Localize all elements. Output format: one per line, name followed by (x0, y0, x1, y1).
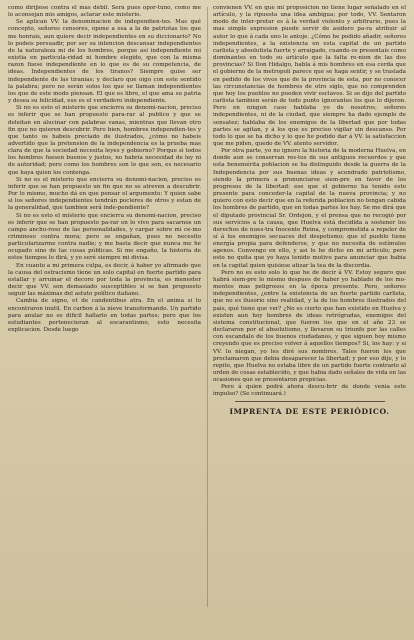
paragraph: Si no es esto el misterio que encierra su denomi-nacion, preciso es inferir que se han propuesto pa-rar en lo vivo para sacarnos un campo anchu-roso de las personalidades, y cargar sobre mi ce-mo criminoso contra mora; pero se engañan, pues no necesito particularizarme contra nadie; y me basta decir que nunca me he ocupado sino de las cosas públicas. Si me engaño, la historia de estos tiempos lo dirá, y yo seré siempre mi divisa. (8, 212, 201, 262)
paragraph: Por otra parte, yo no ignoro la historia de la moderna Huelva, en donde aun se conservan res-tos de sus antiguos recuerdos y que esta benemérita poblacion se ha distinguido desde la guerra de la Independencia por sus buenas ideas y acendrado patriotismo, siendo la primera a pronunciarse siem-pre en favor de los progresos de la libertad: ese que el gobierno ha tenido esto presente para conceder-la capital de la nueva provincia; y no quiero con esto decir que en la referida poblacion no tengan cabida los hombres de partido, que en todas partes los hay. Se me dirá que el diputado provincial Sr. Ordejon, y el prensa que no recogió por sus servicios a la causa, que Huelva está decidida a sostener los derechos de nues-tra Inocente Reina, y comprometida a repeler de sí á los enemigos secuaces del despotismo; que el pueblo tiene energía propia para defenderse, y que no necesita de estímulos agenos. Convengo en ello, y asi lo he dicho en mi articulo; pero esto no quita que yo haya tenido motivo para anunciar que habia en la capital quien quisiese atizar la tea de la discordia. (213, 148, 406, 269)
paragraph: Se aplican VV. la denominacion de independien-tes. Mas qué concepto, señores censores, opone a esa a la de patriotas los que me honrais, aun quiere decir independientes en su diccionario? No lo podeis persuadir, por ser su intencion descansar independientes de la naturaleza mi de los hombres, porque asi independiente mi existia en particula-ridad ni hombre elegido, que con la misma razon fuese independiente en lo que es de su competencia, de ideas. Independientes de los tiranos? Siempre quise ser independiente de las tiranias; y declaro que oigo con este sentido la palabra; pero no serán solos los que se llaman independientes los que de este modo piensan. El que es libre, el que ama su patria y desea su felicidad, ese es el verdadero independiente. (8, 19, 201, 105)
paragraph: En cuanto a mi primera culpa, es decir, á haber yo afirmado que la causa del ostracismo tiene un solo capital en fuerte partido para estallar y arruinar el decoro por toda la provincia, es menester decir que VV. son demasiado susceptibles si se han propuesto seguir las máximas del astuto político italiano. (8, 262, 201, 298)
column-divider (207, 7, 208, 607)
paragraph: Cambia de signo, et de candentibus atra. En el anima si lo encontraron inutil. En carbon á la nieve transformando. Un partido para anular no es dificil hallarlo en todas partes; pero que los estudiantes pertenecieran al escarantismo, esto necesita explicacion. Desde luego (8, 298, 201, 334)
text-columns (8, 5, 406, 633)
right-column (213, 5, 406, 633)
imprint-line: IMPRENTA DE ESTE PERIÓDICO. (229, 406, 390, 416)
left-column (8, 5, 201, 633)
paragraph: como dirijiese contra el mas débil. Será pues opor-tuno, como me lo aconsejan mis amigos, aclarar este misterio. (8, 5, 201, 19)
paragraph: Pero no es esto solo lo que he de decir á VV. Estoy seguro que habrá siem-pre lo mismo despues de haber yo hablado de los mo-mentos mas peligrosos en la época presente. Pero, señores independientes, ¿entre la existencia de un fuerte partido carlista, que no es ilusorio sino realidad, y la de los hombres ilustrados del pais, qué tiene que ver? ¿No es cierto que han existido en Huelva y existen aun hoy hombres de ideas retrógradas, enemigos del sistema constitucional, que fueron los que en el año 23 se declararon por el absolutismo, y llevaron su triunfo por las calles con escandalo de los buenos ciudadanos, y que siguen hoy mismo creyendo que es preciso volver á aquellos tiempos? Si, los hay: y si VV. lo niegan, yo les diré sus nombres. Tales fueron los que proclamaron que debia desaparecer la libertad; y por eso dije, y lo repito, que Huelva no estaba libre de un partido fuerte contrario al orden de cosas establecido, y que habia dado señales de vida en las ocasiones que se presentaron propicias. (213, 269, 406, 384)
paragraph: Pero á quien podrá ahora descu-brir de donde venia este impulso? (Se continuará.) (213, 384, 406, 398)
imprint-divider (235, 401, 385, 402)
paragraph: Si no es esto el misterio que encierra su denomi-nacion, preciso es inferir que se han propuesto para-rar al publico y que se deleitan en alucinar con palabras vanas, mientras que llevan otro fin que no quieren descubrir. Pero bien, hombres independien-tes y que tanto os habeis preciado de ilustrados, ¿cómo no habeis advertido que la pretension de la independencia es la prueba mas clara de que la sociedad necesita leyes y gobierno? Porque si todos los hombres fuesen buenos y justos, no habria necesidad de ley ni de autoridad; pero como los hombres son lo que son, es necesario que haya quien los contenga. (8, 105, 201, 176)
paragraph: Si no es el misterio que encierra su denomi-nacion, preciso es inferir que se han propuesto un fin que no se atreven a descubrir. Por lo mismo, mucho dá en que pensar el argumento: Y quien sabe si los señores independientes tendrán pocleres de otros y estan de la generalidad, que tambien será inde-pendiente? (8, 176, 201, 212)
paragraph: convienen VV. en que mi proposicion no tiene lugar señalado en el artículo, y la ripuesta una idea ambigua; por todo, VV. Sentaron modo de inter-pretar es á la verdad violento y arbitrario, pues la mas simple expresion puede servir de asidero pa-ra atribuir al autor lo que á cada uno le antoje. ¿Cómo he podido añadir, señores independientes, a la existencia en esta capital de un partido carlista y absolutista fuerte y arraigado, cuando os presentais como dominantes en todo su artículo que la falta re-nion de las dos provincias? Si Don Hidalgo, habla á mis hombres en esa cerda que el gobierno de la metropoli parece que se haga sentir, y se traslada en pedido de los vivos que de la provincia de esta, por no conocer las circunstancias de hombres de otro siglo, que no comprenden que hoy los pueblos no pueden vivir esclavos. Si se dijo del partido carlista tambien serán de todo punto ignorantes los que lo dijeron. Pero en ningun caso hablaba yo de nosotros, señores independientes, ni de la ciudad, que siempre ha dado ejemplo de sensatez; hablaba de los enemigos de la libertad que por todas partes se agitan, y á los que es preciso vigilar sin descanso. Por todo lo que se ha dicho y lo que he podido dar á VV. la satisfaccion que me piden, quedo de VV. atento servidor. (213, 5, 406, 147)
